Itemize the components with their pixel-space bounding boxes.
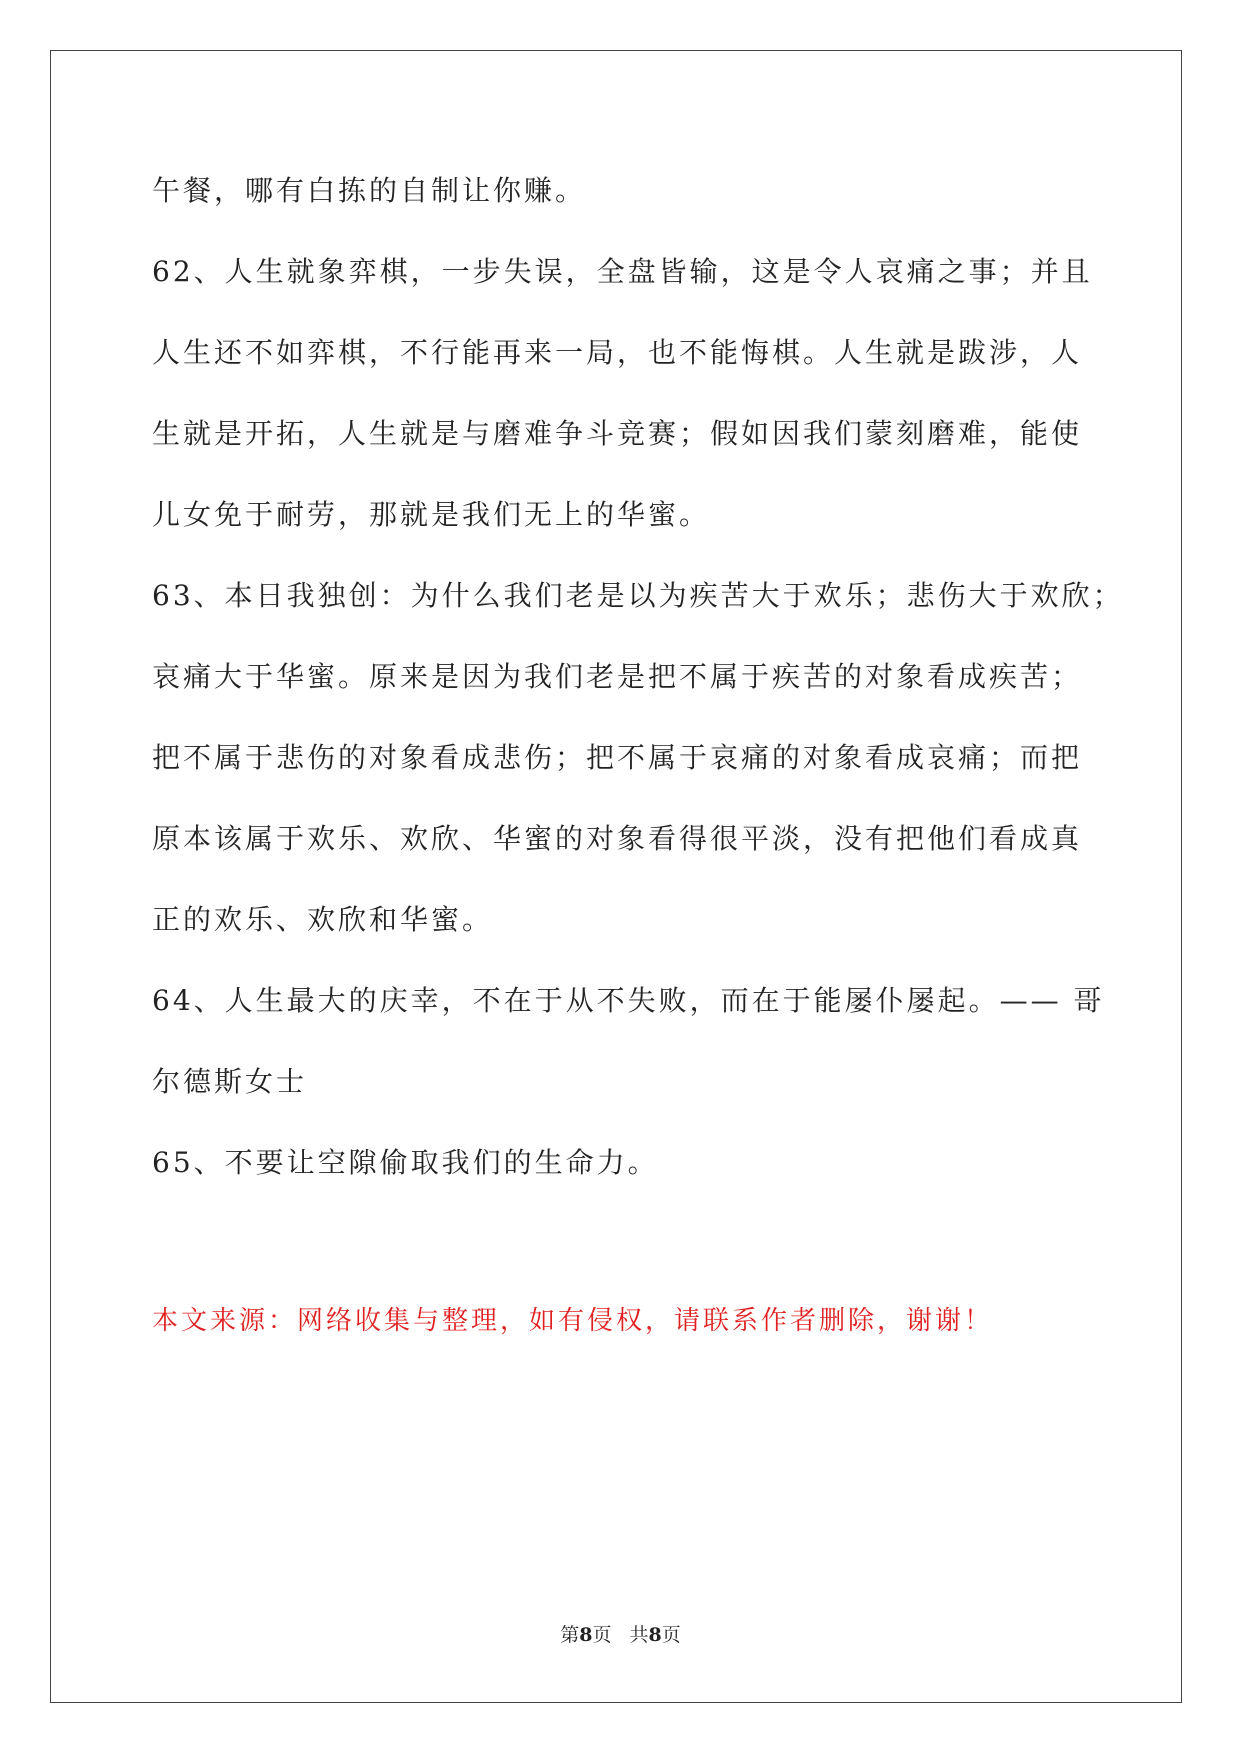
paragraph-line: 把不属于悲伤的对象看成悲伤；把不属于哀痛的对象看成哀痛；而把 — [152, 741, 1083, 774]
paragraph-line: 62、人生就象弈棋，一步失误，全盘皆输，这是令人哀痛之事；并且 — [152, 255, 1093, 288]
total-suffix: 页 — [661, 1624, 681, 1646]
page-border — [50, 50, 1182, 1703]
page-prefix: 第 — [560, 1624, 580, 1646]
paragraph-line: 64、人生最大的庆幸，不在于从不失败，而在于能屡仆屡起。—— 哥 — [152, 984, 1105, 1017]
paragraph-line: 正的欢乐、欢欣和华蜜。 — [152, 903, 494, 936]
paragraph-line: 原本该属于欢乐、欢欣、华蜜的对象看得很平淡，没有把他们看成真 — [152, 822, 1083, 855]
page-footer — [0, 1622, 1241, 1648]
paragraph-line: 人生还不如弈棋，不行能再来一局，也不能悔棋。人生就是跋涉，人 — [152, 336, 1083, 369]
paragraph-line: 63、本日我独创：为什么我们老是以为疾苦大于欢乐；悲伤大于欢欣； — [152, 579, 1124, 612]
page-suffix: 页 — [592, 1624, 612, 1646]
paragraph-line: 65、不要让空隙偷取我们的生命力。 — [152, 1146, 659, 1179]
source-note: 本文来源：网络收集与整理，如有侵权，请联系作者删除，谢谢！ — [152, 1306, 994, 1336]
paragraph-line: 儿女免于耐劳，那就是我们无上的华蜜。 — [152, 498, 711, 531]
total-prefix: 共 — [629, 1624, 649, 1646]
paragraph-line: 尔德斯女士 — [152, 1065, 308, 1098]
paragraph-line: 午餐，哪有白拣的自制让你赚。 — [152, 174, 587, 207]
page-total: 8 — [648, 1624, 662, 1646]
paragraph-line: 生就是开拓，人生就是与磨难争斗竞赛；假如因我们蒙刻磨难，能使 — [152, 417, 1083, 450]
page-current: 8 — [579, 1624, 593, 1646]
paragraph-line: 哀痛大于华蜜。原来是因为我们老是把不属于疾苦的对象看成疾苦； — [152, 660, 1083, 693]
